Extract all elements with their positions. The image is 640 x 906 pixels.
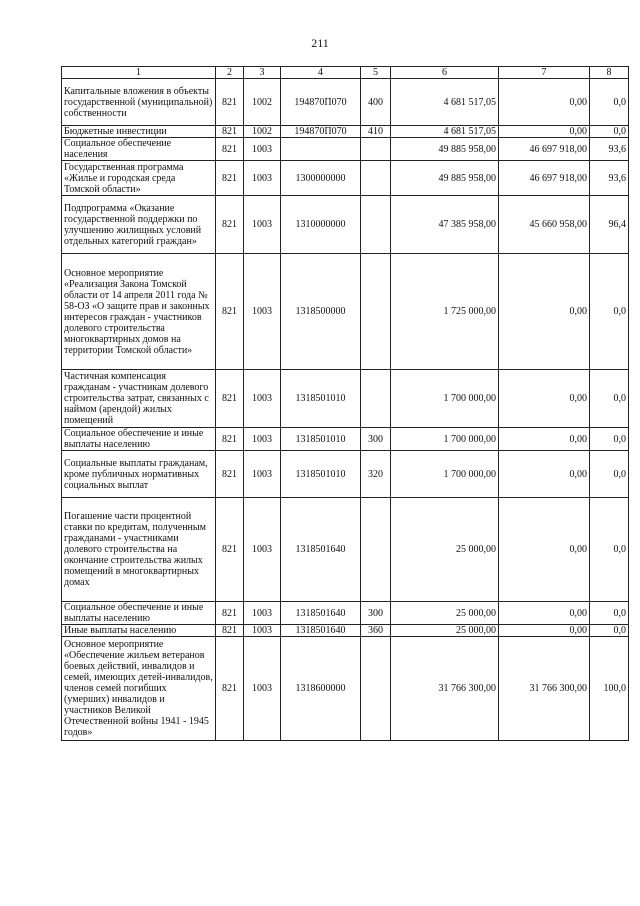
row-planned-amount: 25 000,00 — [391, 625, 499, 637]
row-target-code: 1318501010 — [281, 370, 361, 428]
column-header: 8 — [590, 67, 629, 79]
table-row — [62, 138, 629, 161]
row-section-code: 1003 — [244, 637, 281, 741]
row-expense-type: 300 — [361, 602, 391, 625]
table-row — [62, 602, 629, 625]
row-executed-amount: 0,00 — [499, 451, 590, 498]
row-target-code: 1318501010 — [281, 428, 361, 451]
row-percent: 0,0 — [590, 451, 629, 498]
row-section-code: 1002 — [244, 126, 281, 138]
row-target-code — [281, 138, 361, 161]
row-expense-type: 300 — [361, 428, 391, 451]
row-admin-code: 821 — [216, 79, 244, 126]
row-admin-code: 821 — [216, 126, 244, 138]
table-row — [62, 161, 629, 196]
row-name: Основное мероприятие «Обеспечение жильем ветеранов боевых действий, инвалидов и семей, имеющих детей-инвалидов, членов семей погибших (умерших) инвалидов и участников Великой Отечественной войны 1941 - 1945 годов» — [62, 637, 216, 741]
table-row — [62, 79, 629, 126]
row-percent: 96,4 — [590, 196, 629, 254]
column-header: 1 — [62, 67, 216, 79]
row-percent: 0,0 — [590, 126, 629, 138]
row-admin-code: 821 — [216, 602, 244, 625]
row-planned-amount: 47 385 958,00 — [391, 196, 499, 254]
row-expense-type: 400 — [361, 79, 391, 126]
table-row — [62, 451, 629, 498]
row-admin-code: 821 — [216, 196, 244, 254]
budget-table — [61, 66, 629, 741]
row-percent: 100,0 — [590, 637, 629, 741]
row-expense-type — [361, 498, 391, 602]
row-target-code: 194870П070 — [281, 79, 361, 126]
row-executed-amount: 0,00 — [499, 126, 590, 138]
row-admin-code: 821 — [216, 370, 244, 428]
row-executed-amount: 0,00 — [499, 498, 590, 602]
row-expense-type: 410 — [361, 126, 391, 138]
column-header: 4 — [281, 67, 361, 79]
row-planned-amount: 25 000,00 — [391, 498, 499, 602]
column-header: 6 — [391, 67, 499, 79]
row-percent: 0,0 — [590, 370, 629, 428]
row-expense-type — [361, 254, 391, 370]
row-target-code: 1300000000 — [281, 161, 361, 196]
table-row — [62, 637, 629, 741]
row-executed-amount: 0,00 — [499, 625, 590, 637]
row-admin-code: 821 — [216, 428, 244, 451]
row-planned-amount: 4 681 517,05 — [391, 126, 499, 138]
row-name: Подпрограмма «Оказание государственной поддержки по улучшению жилищных условий отдельных категорий граждан» — [62, 196, 216, 254]
row-target-code: 1318501640 — [281, 602, 361, 625]
page-number: 211 — [311, 36, 329, 50]
table-row — [62, 196, 629, 254]
row-expense-type — [361, 370, 391, 428]
row-admin-code: 821 — [216, 138, 244, 161]
table-header-row — [62, 67, 629, 79]
row-name: Погашение части процентной ставки по кредитам, полученным гражданами - участниками долевого строительства на окончание строительства жилых помещений в многоквартирных домах — [62, 498, 216, 602]
row-percent: 93,6 — [590, 138, 629, 161]
table-row — [62, 126, 629, 138]
row-admin-code: 821 — [216, 498, 244, 602]
row-planned-amount: 49 885 958,00 — [391, 161, 499, 196]
row-name: Государственная программа «Жилье и городская среда Томской области» — [62, 161, 216, 196]
row-planned-amount: 31 766 300,00 — [391, 637, 499, 741]
row-percent: 0,0 — [590, 428, 629, 451]
row-executed-amount: 45 660 958,00 — [499, 196, 590, 254]
row-executed-amount: 0,00 — [499, 602, 590, 625]
row-target-code: 1310000000 — [281, 196, 361, 254]
row-planned-amount: 1 700 000,00 — [391, 428, 499, 451]
row-percent: 0,0 — [590, 625, 629, 637]
row-section-code: 1003 — [244, 161, 281, 196]
row-admin-code: 821 — [216, 451, 244, 498]
row-section-code: 1003 — [244, 138, 281, 161]
row-section-code: 1003 — [244, 254, 281, 370]
row-executed-amount: 46 697 918,00 — [499, 161, 590, 196]
row-planned-amount: 1 725 000,00 — [391, 254, 499, 370]
column-header: 7 — [499, 67, 590, 79]
row-name: Социальное обеспечение населения — [62, 138, 216, 161]
row-expense-type: 360 — [361, 625, 391, 637]
row-target-code: 1318501640 — [281, 625, 361, 637]
row-expense-type — [361, 138, 391, 161]
row-percent: 93,6 — [590, 161, 629, 196]
row-admin-code: 821 — [216, 637, 244, 741]
row-expense-type: 320 — [361, 451, 391, 498]
row-name: Основное мероприятие «Реализация Закона Томской области от 14 апреля 2011 года № 58-ОЗ «О защите прав и законных интересов граждан - участников долевого строительства многоквартирных домов на территории Томской области» — [62, 254, 216, 370]
table-row — [62, 254, 629, 370]
table-row — [62, 370, 629, 428]
row-name: Капитальные вложения в объекты государственной (муниципальной) собственности — [62, 79, 216, 126]
table-row — [62, 428, 629, 451]
row-expense-type — [361, 637, 391, 741]
row-target-code: 1318501010 — [281, 451, 361, 498]
row-executed-amount: 0,00 — [499, 79, 590, 126]
row-target-code: 1318501640 — [281, 498, 361, 602]
row-planned-amount: 49 885 958,00 — [391, 138, 499, 161]
row-name: Социальное обеспечение и иные выплаты населению — [62, 428, 216, 451]
row-name: Бюджетные инвестиции — [62, 126, 216, 138]
row-section-code: 1002 — [244, 79, 281, 126]
table-row — [62, 498, 629, 602]
row-name: Иные выплаты населению — [62, 625, 216, 637]
row-section-code: 1003 — [244, 370, 281, 428]
row-name: Социальные выплаты гражданам, кроме публичных нормативных социальных выплат — [62, 451, 216, 498]
row-expense-type — [361, 161, 391, 196]
row-planned-amount: 25 000,00 — [391, 602, 499, 625]
row-percent: 0,0 — [590, 602, 629, 625]
table-row — [62, 625, 629, 637]
row-executed-amount: 0,00 — [499, 428, 590, 451]
row-percent: 0,0 — [590, 79, 629, 126]
column-header: 2 — [216, 67, 244, 79]
row-name: Социальное обеспечение и иные выплаты населению — [62, 602, 216, 625]
row-target-code: 194870П070 — [281, 126, 361, 138]
row-section-code: 1003 — [244, 625, 281, 637]
row-percent: 0,0 — [590, 498, 629, 602]
column-header: 5 — [361, 67, 391, 79]
row-percent: 0,0 — [590, 254, 629, 370]
row-admin-code: 821 — [216, 161, 244, 196]
row-executed-amount: 46 697 918,00 — [499, 138, 590, 161]
row-expense-type — [361, 196, 391, 254]
row-planned-amount: 1 700 000,00 — [391, 451, 499, 498]
row-executed-amount: 31 766 300,00 — [499, 637, 590, 741]
row-admin-code: 821 — [216, 625, 244, 637]
row-planned-amount: 4 681 517,05 — [391, 79, 499, 126]
row-target-code: 1318600000 — [281, 637, 361, 741]
row-name: Частичная компенсация гражданам - участникам долевого строительства затрат, связанных с наймом (арендой) жилых помещений — [62, 370, 216, 428]
row-admin-code: 821 — [216, 254, 244, 370]
row-section-code: 1003 — [244, 196, 281, 254]
row-section-code: 1003 — [244, 428, 281, 451]
row-section-code: 1003 — [244, 498, 281, 602]
row-executed-amount: 0,00 — [499, 370, 590, 428]
row-section-code: 1003 — [244, 451, 281, 498]
row-section-code: 1003 — [244, 602, 281, 625]
row-planned-amount: 1 700 000,00 — [391, 370, 499, 428]
column-header: 3 — [244, 67, 281, 79]
row-target-code: 1318500000 — [281, 254, 361, 370]
row-executed-amount: 0,00 — [499, 254, 590, 370]
